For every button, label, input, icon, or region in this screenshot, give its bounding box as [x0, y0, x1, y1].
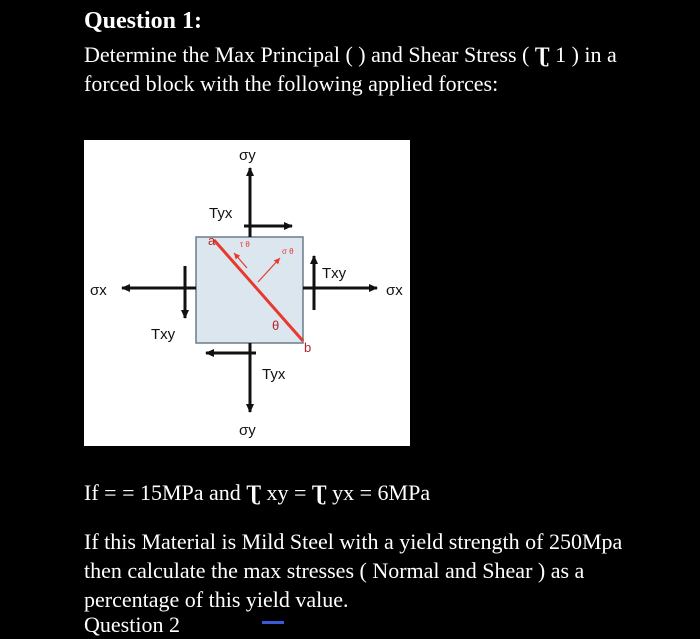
theta-label: θ — [272, 318, 280, 333]
next-question-heading: Question 2 — [84, 612, 180, 637]
tau-symbol: Ʈ — [534, 42, 550, 67]
given-tau-symbol-2: Ʈ — [311, 480, 327, 505]
stress-block-figure — [84, 140, 410, 446]
given-txy: xy = — [266, 480, 307, 505]
given-values — [84, 478, 430, 507]
tyx-top-label: Tyx — [209, 205, 233, 222]
txy-right-label: Txy — [322, 265, 347, 282]
sigma-x-left-label: σx — [90, 282, 107, 299]
given-equals: = = — [104, 480, 135, 505]
given-tau-symbol-1: Ʈ — [246, 480, 261, 505]
tyx-bottom-label: Tyx — [262, 366, 286, 383]
given-sigma-value: 15MPa and — [139, 480, 241, 505]
sigma-theta-label: σ θ — [282, 247, 294, 256]
given-prefix: If — [84, 480, 99, 505]
question-text-part1: Determine the Max Principal ( ) and Shear Stress ( — [84, 42, 530, 67]
corner-b-label: b — [304, 340, 312, 355]
given-tyx: yx = 6MPa — [332, 480, 431, 505]
sigma-x-right-label: σx — [386, 282, 403, 299]
question-text-part2: 1 ) in a forced block with the following applied forces: — [84, 42, 617, 96]
stress-diagram — [84, 140, 410, 446]
question-body — [84, 40, 644, 98]
sigma-y-bottom-label: σy — [239, 422, 256, 439]
tau-theta-label: τ θ — [240, 240, 250, 249]
question-heading: Question 1: — [84, 8, 203, 34]
corner-a-label: a — [208, 233, 216, 248]
sigma-y-top-label: σy — [239, 147, 256, 164]
task-text: If this Material is Mild Steel with a yield strength of 250Mpa then calculate the max stresses ( Normal and Shear ) as a percentage of this yield value. — [84, 529, 623, 612]
txy-left-label: Txy — [151, 326, 176, 343]
